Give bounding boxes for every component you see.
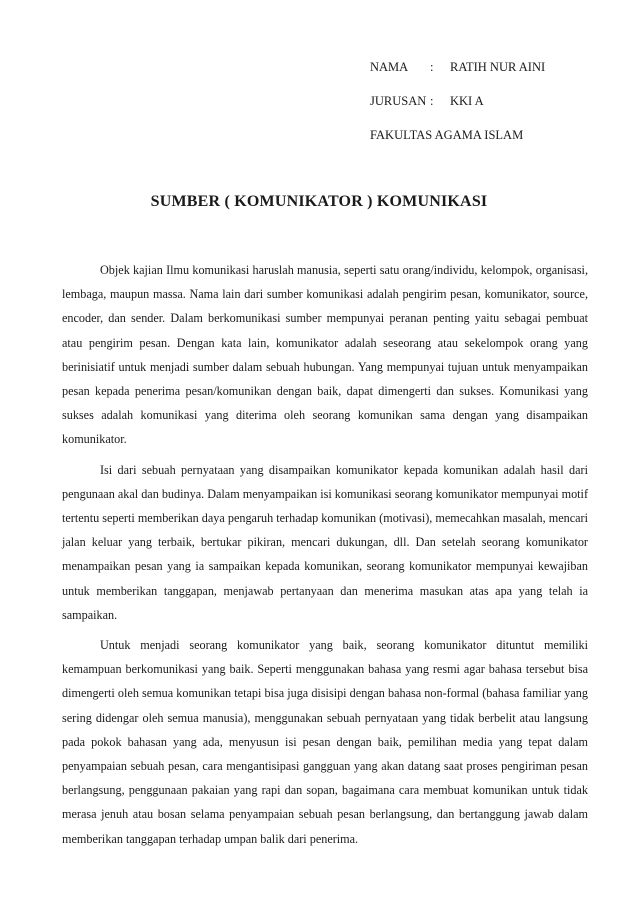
document-title: SUMBER ( KOMUNIKATOR ) KOMUNIKASI bbox=[150, 193, 488, 210]
info-row-name bbox=[370, 60, 545, 94]
paragraph: Isi dari sebuah pernyataan yang disampaikan komunikator kepada komunikan adalah hasil dari pengunaan akal dan budinya. Dalam menyampaikan isi komunikasi seorang komunikator mempunyai motif tertentu seperti memberikan daya pengaruh terhadap komunikan (motivasi), memecahkan masalah, mencari jalan keluar yang terbaik, bertukar pikiran, mencari dukungan, dll. Dan setelah seorang komunikator menampaikan pesan yang ia sampaikan kepada komunikan, seorang komunikator mempunyai kewajiban untuk memberikan tanggapan, menjawab pertanyaan dan menerima masukan atas apa yang telah ia sampaikan. bbox=[62, 462, 588, 622]
info-value: RATIH NUR AINI bbox=[450, 60, 546, 74]
info-label: FAKULTAS AGAMA ISLAM bbox=[370, 128, 524, 142]
author-info bbox=[370, 60, 545, 162]
document-body bbox=[62, 258, 588, 857]
paragraph: Objek kajian Ilmu komunikasi haruslah manusia, seperti satu orang/individu, kelompok, organisasi, lembaga, maupun massa. Nama lain dari sumber komunikasi adalah pengirim pesan, komunikator, source, encoder, dan sender. Dalam berkomunikasi sumber mempunyai peranan penting yaitu sebagai pembuat atau pengirim pesan. Dengan kata lain, komunikator adalah seseorang atau sekelompok orang yang berinisiatif untuk menjadi sumber dalam sebuah hubungan. Yang mempunyai tujuan untuk menyampaikan pesan kepada penerima pesan/komunikan dengan baik, dapat dimengerti dan sukses. Komunikasi yang sukses adalah komunikasi yang diterima oleh seorang komunikan sama dengan yang disampaikan komunikator. bbox=[62, 263, 588, 447]
info-row-major bbox=[370, 94, 545, 128]
info-label: JURUSAN bbox=[370, 94, 427, 108]
info-value: KKI A bbox=[450, 94, 484, 108]
info-separator: : bbox=[430, 94, 434, 108]
info-row-faculty bbox=[370, 128, 545, 162]
info-label: NAMA bbox=[370, 60, 409, 74]
paragraph: Untuk menjadi seorang komunikator yang baik, seorang komunikator dituntut memiliki kemampuan berkomunikasi yang baik. Seperti menggunakan bahasa yang resmi agar bahasa tersebut bisa dimengerti oleh semua komunikan tetapi bisa juga disisipi dengan bahasa non-formal (bahasa familiar yang sering didengar oleh semua manusia), menggunakan sebuah pernyataan yang tidak berbelit atau langsung pada pokok bahasan yang ada, menyusun isi pesan dengan baik, pemilihan media yang tepat dalam penyampaian sebuah pesan, cara mengantisipasi gangguan yang akan datang saat proses pengiriman pesan berlangsung, penggunaan pakaian yang rapi dan sopan, bagaimana cara membuat komunikan untuk tidak merasa jenuh atau bosan selama penyampaian sebuah pesan berlangsung, dan bertanggung jawab dalam memberikan tanggapan terhadap umpan balik dari penerima. bbox=[62, 638, 588, 846]
info-separator: : bbox=[430, 60, 434, 74]
